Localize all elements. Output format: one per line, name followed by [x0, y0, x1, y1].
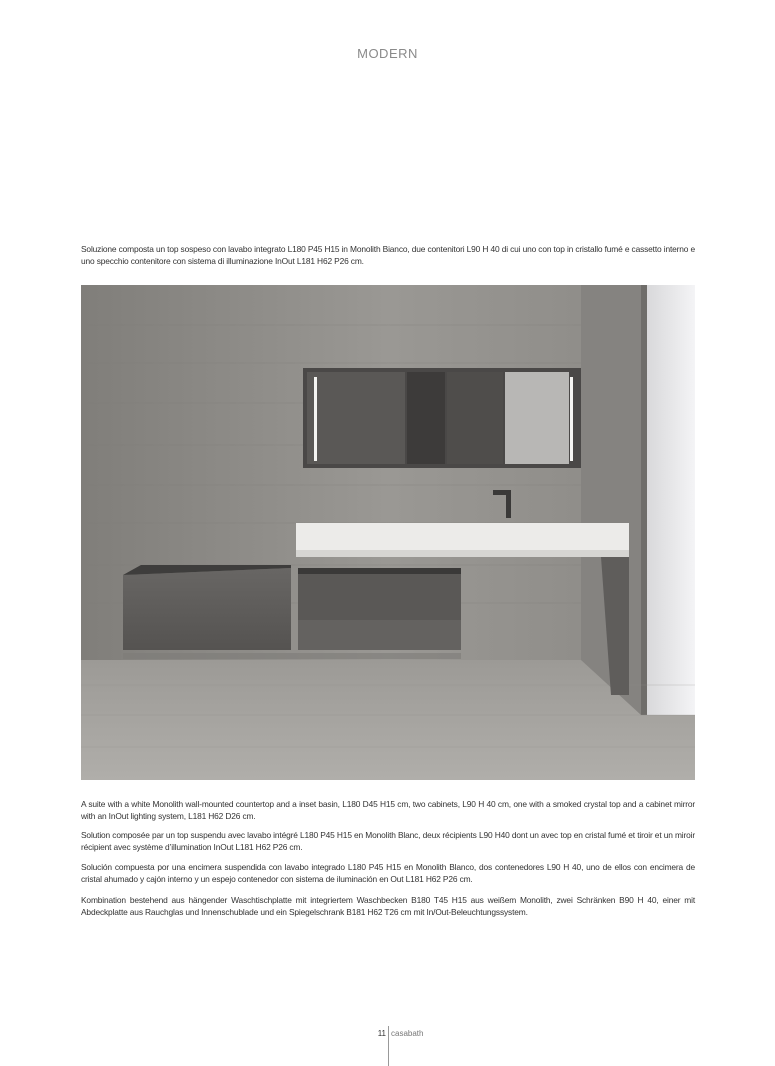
page-number: 11 — [377, 1029, 386, 1038]
caption-spanish: Solución compuesta por una encimera suspendida con lavabo integrado L180 P45 H15 en Monolith Blanco, dos contenedores L90 H 40, uno de ellos con encimera de cristal ahumado y cajón interno y un espejo contenedor con sistema de iluminación en Out L181 H62 P26 cm. — [81, 862, 695, 885]
caption-english: A suite with a white Monolith wall-mounted countertop and a inset basin, L180 D45 H15 cm, two cabinets, L90 H 40 cm, one with a smoked crystal top and a cabinet mirror with an InOut lighting system, L181 H62 D26 cm. — [81, 799, 695, 822]
footer-divider — [388, 1026, 389, 1066]
caption-german: Kombination bestehend aus hängender Waschtischplatte mit integriertem Waschbecken B180 T45 H15 aus weißem Monolith, zwei Schränken B90 H 40, einer mit Abdeckplatte aus Rauchglas und Innenschublade und ein Spiegelschrank B181 H62 T26 cm mit In/Out-Beleuchtungssystem. — [81, 895, 695, 918]
page-title: MODERN — [357, 46, 418, 61]
bathroom-photo — [81, 285, 695, 780]
caption-french: Solution composée par un top suspendu avec lavabo intégré L180 P45 H15 en Monolith Blanc, deux récipients L90 H40 dont un avec top en cristal fumé et tiroir et un miroir récipient avec système d’illumination InOut L181 H62 P26 cm. — [81, 830, 695, 853]
caption-italian: Soluzione composta un top sospeso con lavabo integrato L180 P45 H15 in Monolith Bianco, due contenitori L90 H 40 di cui uno con top in cristallo fumé e cassetto interno e uno specchio contenitore con sistema di illuminazione InOut L181 H62 P26 cm. — [81, 244, 695, 267]
footer-brand: casabath — [391, 1029, 424, 1038]
